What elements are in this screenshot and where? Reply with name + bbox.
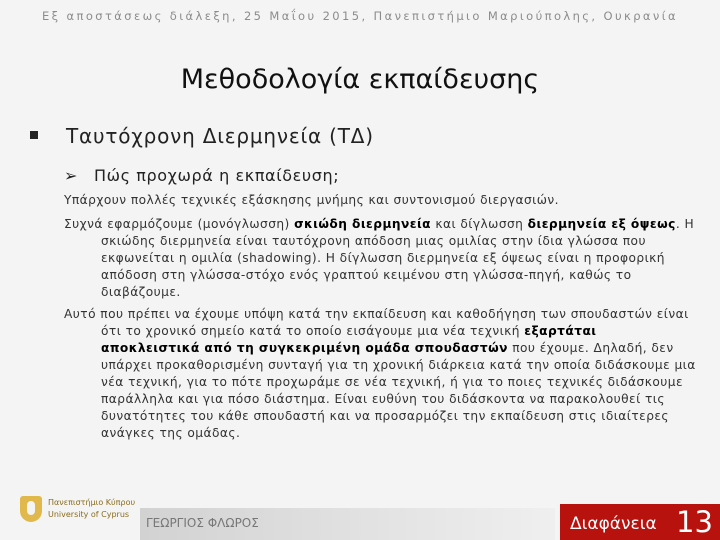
bullet-level-2 [64,166,339,185]
paragraph-3-bold-emphasis: εξαρτάται αποκλειστικά από τη συγκεκριμένη ομάδα σπουδαστών [101,324,597,355]
paragraph-2-text-c: και δίγλωσση [431,217,528,231]
paragraph-3-text-c: που έχουμε. Δηλαδή, δεν υπάρχει προκαθορισμένη συνταγή για τη χρονική διάρκεια κατά την οποία διδάσκουμε μια νέα τεχνική, για το πότε προχωράμε σε νέα τεχνική, ή για το ποιες τεχνικές διδάσκουμε παράλληλα και για πόσο διάστημα. Είναι ευθύνη του διδάσκοντα να παρακολουθεί τις δυνατότητες του κάθε σπουδαστή και να προσαρμόζει την εκπαίδευση στις ιδιαίτερες ανάγκες της ομάδας. [101,341,696,440]
logo-text-english: University of Cyprus [48,510,130,519]
square-bullet-icon [30,131,38,139]
university-seal-icon [20,496,42,522]
lecture-header: Εξ αποστάσεως διάλεξη, 25 Μαΐου 2015, Πανεπιστήμιο Μαριούπολης, Ουκρανία [42,9,678,23]
paragraph-2-text-a: Συχνά εφαρμόζουμε (μονόγλωσση) [64,217,295,231]
paragraph-3 [64,306,696,442]
author-name: ΓΕΩΡΓΙΟΣ ΦΛΩΡΟΣ [146,516,259,530]
author-bar [140,508,555,540]
bullet-level-1-text: Ταυτόχρονη Διερμηνεία (ΤΔ) [66,124,374,148]
paragraph-3-text-a: Αυτό που πρέπει να έχουμε υπόψη κατά την εκπαίδευση και καθοδήγηση των σπουδαστών είναι ότι το χρονικό σημείο κατά το οποίο εισάγουμε μια νέα τεχνική [64,307,689,338]
slide-footer [0,490,720,540]
bullet-level-2-text: Πώς προχωρά η εκπαίδευση; [94,166,340,185]
slide-number: 13 [676,505,713,539]
university-logo [14,490,136,530]
arrow-bullet-icon: ➢ [64,166,79,185]
slide-number-badge [560,504,720,540]
bullet-level-1 [30,124,374,148]
paragraph-2 [64,216,696,301]
paragraph-2-bold-shadowing: σκιώδη διερμηνεία [294,217,432,231]
paragraph-1: Υπάρχουν πολλές τεχνικές εξάσκησης μνήμης και συντονισμού διεργασιών. [64,193,559,207]
paragraph-2-text-e: . Η σκιώδης διερμηνεία είναι ταυτόχρονη απόδοση μιας ομιλίας στην ίδια γλώσσα που εκφωνείται η ομιλία (shadowing). Η δίγλωσση διερμηνεία εξ όψεως είναι η προφορική απόδοση στη γλώσσα-στόχο ενός γραπτού κειμένου στη γλώσσα-πηγή, καθώς το διαβάζουμε. [101,217,695,299]
logo-text-greek: Πανεπιστήμιο Κύπρου [48,498,136,507]
slide-title: Μεθοδολογία εκπαίδευσης [180,64,540,95]
slide-label: Διαφάνεια [570,514,657,534]
paragraph-2-bold-sight: διερμηνεία εξ όψεως [527,217,676,231]
